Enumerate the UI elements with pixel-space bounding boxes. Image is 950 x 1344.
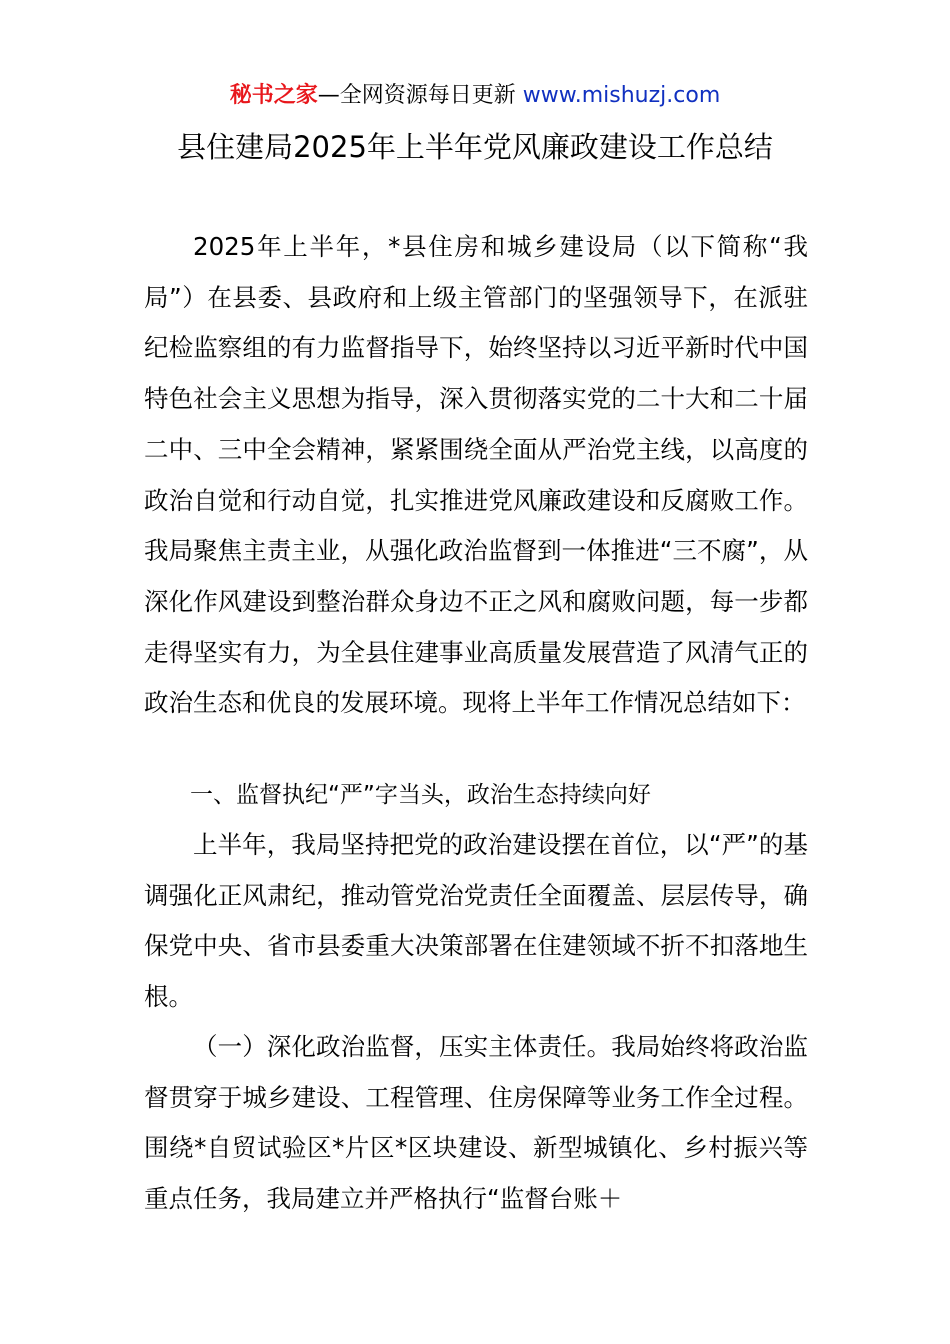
site-header: [0, 80, 950, 112]
subsection-1-paragraph: （一）深化政治监督，压实主体责任。我局始终将政治监督贯穿于城乡建设、工程管理、住房保障等业务工作全过程。围绕*自贸试验区*片区*区块建设、新型城镇化、乡村振兴等重点任务，我局建立并严格执行“监督台账＋: [144, 1032, 808, 1214]
intro-paragraph: 2025年上半年，*县住房和城乡建设局（以下简称“我局”）在县委、县政府和上级主管部门的坚强领导下，在派驻纪检监察组的有力监督指导下，始终坚持以习近平新时代中国特色社会主义思想为指导，深入贯彻落实党的二十大和二十届二中、三中全会精神，紧紧围绕全面从严治党主线，以高度的政治自觉和行动自觉，扎实推进党风廉政建设和反腐败工作。我局聚焦主责主业，从强化政治监督到一体推进“三不腐”，从深化作风建设到整治群众身边不正之风和腐败问题，每一步都走得坚实有力，为全县住建事业高质量发展营造了风清气正的政治生态和优良的发展环境。现将上半年工作情况总结如下：: [144, 232, 808, 718]
section-heading-1: 一、监督执纪“严”字当头，政治生态持续向好: [190, 782, 651, 808]
site-brand: 秘书之家: [229, 83, 318, 108]
site-tagline: —全网资源每日更新: [317, 83, 516, 108]
site-url-link[interactable]: www.mishuzj.com: [522, 83, 721, 108]
section-1-paragraph: 上半年，我局坚持把党的政治建设摆在首位，以“严”的基调强化正风肃纪，推动管党治党责任全面覆盖、层层传导，确保党中央、省市县委重大决策部署在住建领域不折不扣落地生根。: [144, 830, 808, 1012]
document-title: 县住建局2025年上半年党风廉政建设工作总结: [177, 130, 773, 164]
